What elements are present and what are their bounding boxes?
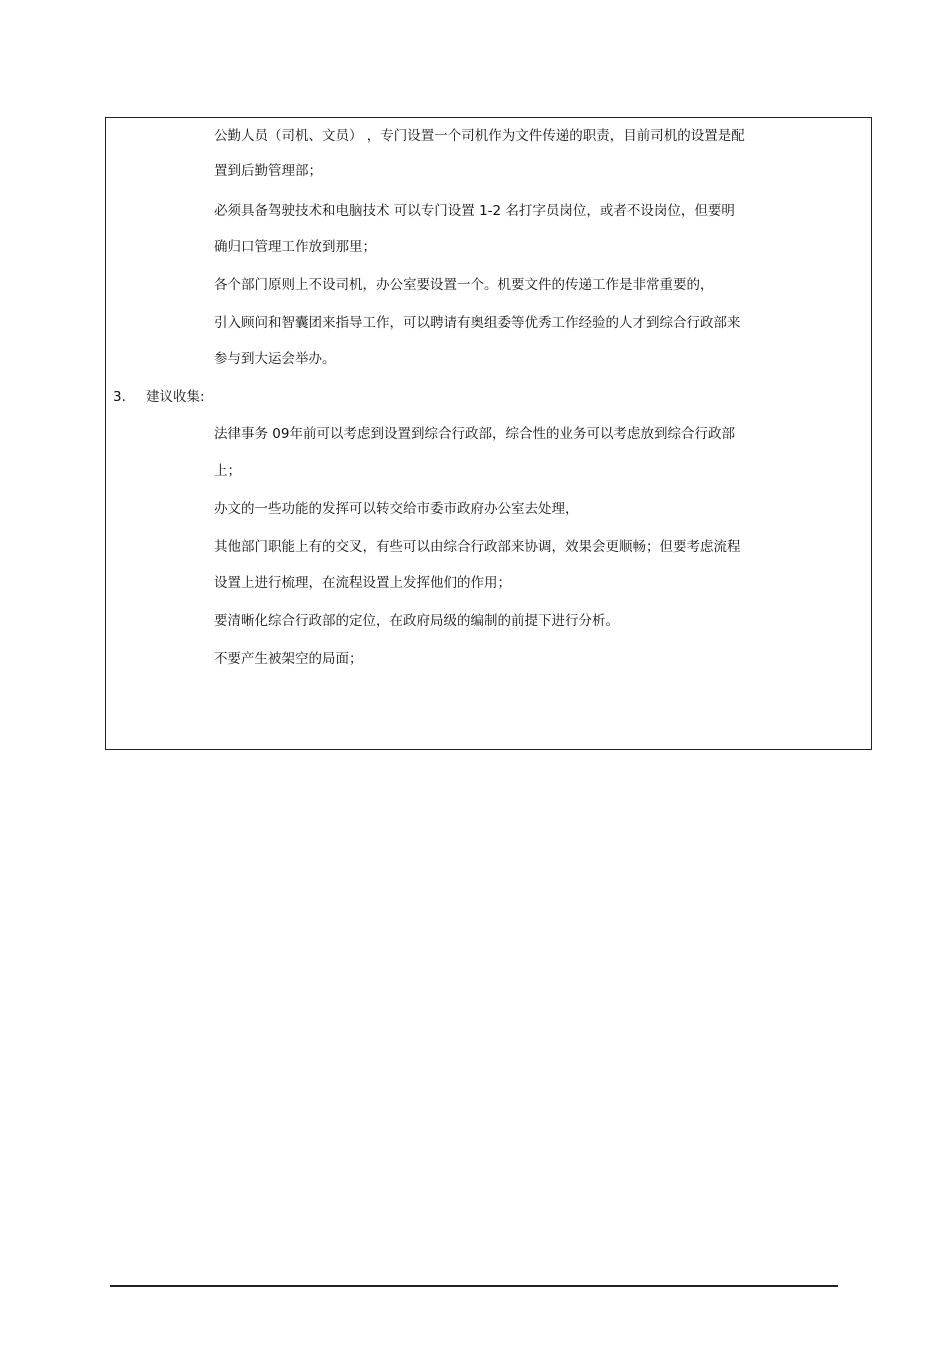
text-line: 其他部门职能上有的交叉，有些可以由综合行政部来协调，效果会更顺畅；但要考虑流程 [214, 539, 741, 555]
text-line: 各个部门原则上不设司机，办公室要设置一个。机要文件的传递工作是非常重要的， [214, 277, 714, 293]
section-number: 3. [113, 389, 126, 405]
text-line: 参与到大运会举办。 [214, 351, 336, 367]
section-title: 建议收集: [146, 389, 205, 405]
text-line: 公勤人员（司机、文员） ，专门设置一个司机作为文件传递的职责，目前司机的设置是配 [214, 128, 745, 144]
text-line: 必须具备驾驶技术和电脑技术 可以专门设置 1-2 名打字员岗位，或者不设岗位，但要明 [214, 203, 735, 219]
text-line: 设置上进行梳理，在流程设置上发挥他们的作用； [214, 575, 511, 591]
text-line: 法律事务 09年前可以考虑到设置到综合行政部，综合性的业务可以考虑放到综合行政部 [214, 426, 735, 442]
text-line: 上； [214, 463, 241, 479]
text-line: 置到后勤管理部； [214, 163, 322, 179]
content-table-cell [105, 117, 872, 750]
text-line: 确归口管理工作放到那里； [214, 239, 376, 255]
text-line: 引入顾问和智囊团来指导工作，可以聘请有奥组委等优秀工作经验的人才到综合行政部来 [214, 315, 741, 331]
footer-divider [110, 1285, 838, 1287]
text-line: 办文的一些功能的发挥可以转交给市委市政府办公室去处理， [214, 501, 579, 517]
text-line: 要清晰化综合行政部的定位，在政府局级的编制的前提下进行分析。 [214, 613, 619, 629]
text-line: 不要产生被架空的局面； [214, 651, 363, 667]
